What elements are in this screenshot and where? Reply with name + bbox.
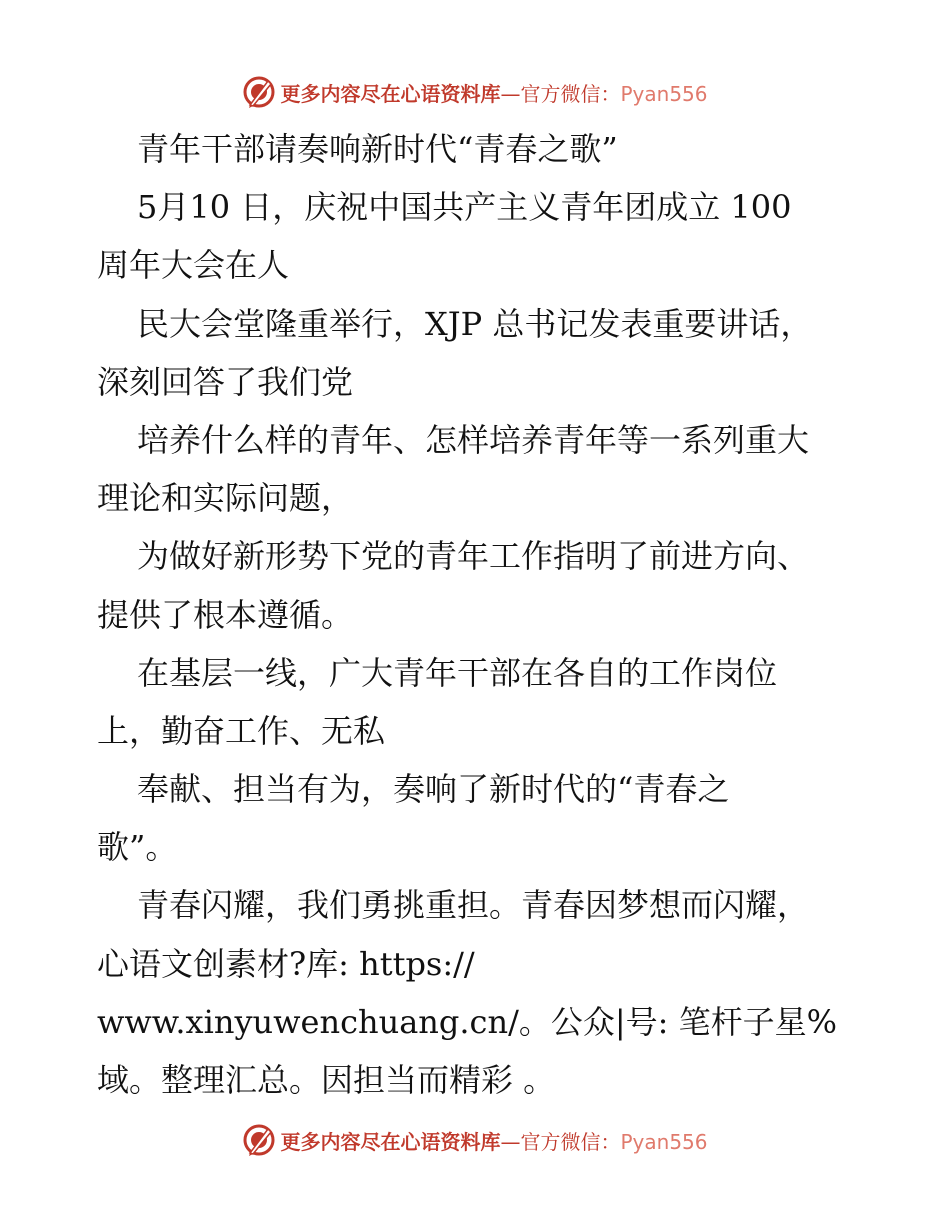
pen-logo-icon xyxy=(242,1123,276,1157)
text-line: 为做好新形势下党的青年工作指明了前进方向、 xyxy=(137,537,810,576)
text-line: 5月10 日，庆祝中国共产主义青年团成立 100 xyxy=(137,188,792,227)
text-line: 奉献、担当有为，奏响了新时代的“青春之 xyxy=(137,770,730,809)
text-line: 心语文创素材?库: https:// xyxy=(97,944,475,983)
banner-main-text: 更多内容尽在心语资料库 xyxy=(280,81,501,106)
text-line: 提供了根本遵循。 xyxy=(97,595,354,634)
banner-wechat-id: Pyan556 xyxy=(620,1129,708,1154)
header-watermark-banner xyxy=(0,72,950,112)
banner-main-text: 更多内容尽在心语资料库 xyxy=(280,1129,501,1154)
banner-text xyxy=(280,78,707,107)
text-line: 青春闪耀，我们勇挑重担。青春因梦想而闪耀， xyxy=(137,886,810,925)
document-title: 青年干部请奏响新时代“青春之歌” xyxy=(137,130,618,168)
text-line: 理论和实际问题， xyxy=(97,479,354,518)
text-line: 上，勤奋工作、无私 xyxy=(97,711,386,750)
footer-watermark-banner xyxy=(0,1120,950,1160)
text-line: www.xinyuwenchuang.cn/。公众|号: 笔杆子星% xyxy=(97,1002,838,1041)
text-line: 深刻回答了我们党 xyxy=(97,362,354,401)
text-line: 歌”。 xyxy=(97,828,178,867)
banner-separator: — xyxy=(500,81,521,106)
banner-text xyxy=(280,1126,707,1155)
text-line: 民大会堂隆重举行，XJP 总书记发表重要讲话， xyxy=(137,304,813,343)
pen-logo-icon xyxy=(242,75,276,109)
banner-wechat-label: 官方微信： xyxy=(520,81,621,106)
banner-wechat-id: Pyan556 xyxy=(620,81,708,106)
text-line: 在基层一线，广大青年干部在各自的工作岗位 xyxy=(137,653,778,692)
text-line: 周年大会在人 xyxy=(97,246,290,285)
text-line: 培养什么样的青年、怎样培养青年等一系列重大 xyxy=(137,420,810,459)
banner-wechat-label: 官方微信： xyxy=(520,1129,621,1154)
banner-separator: — xyxy=(500,1129,521,1154)
text-line: 域。整理汇总。因担当而精彩 。 xyxy=(97,1061,556,1099)
document-body xyxy=(97,120,857,1109)
